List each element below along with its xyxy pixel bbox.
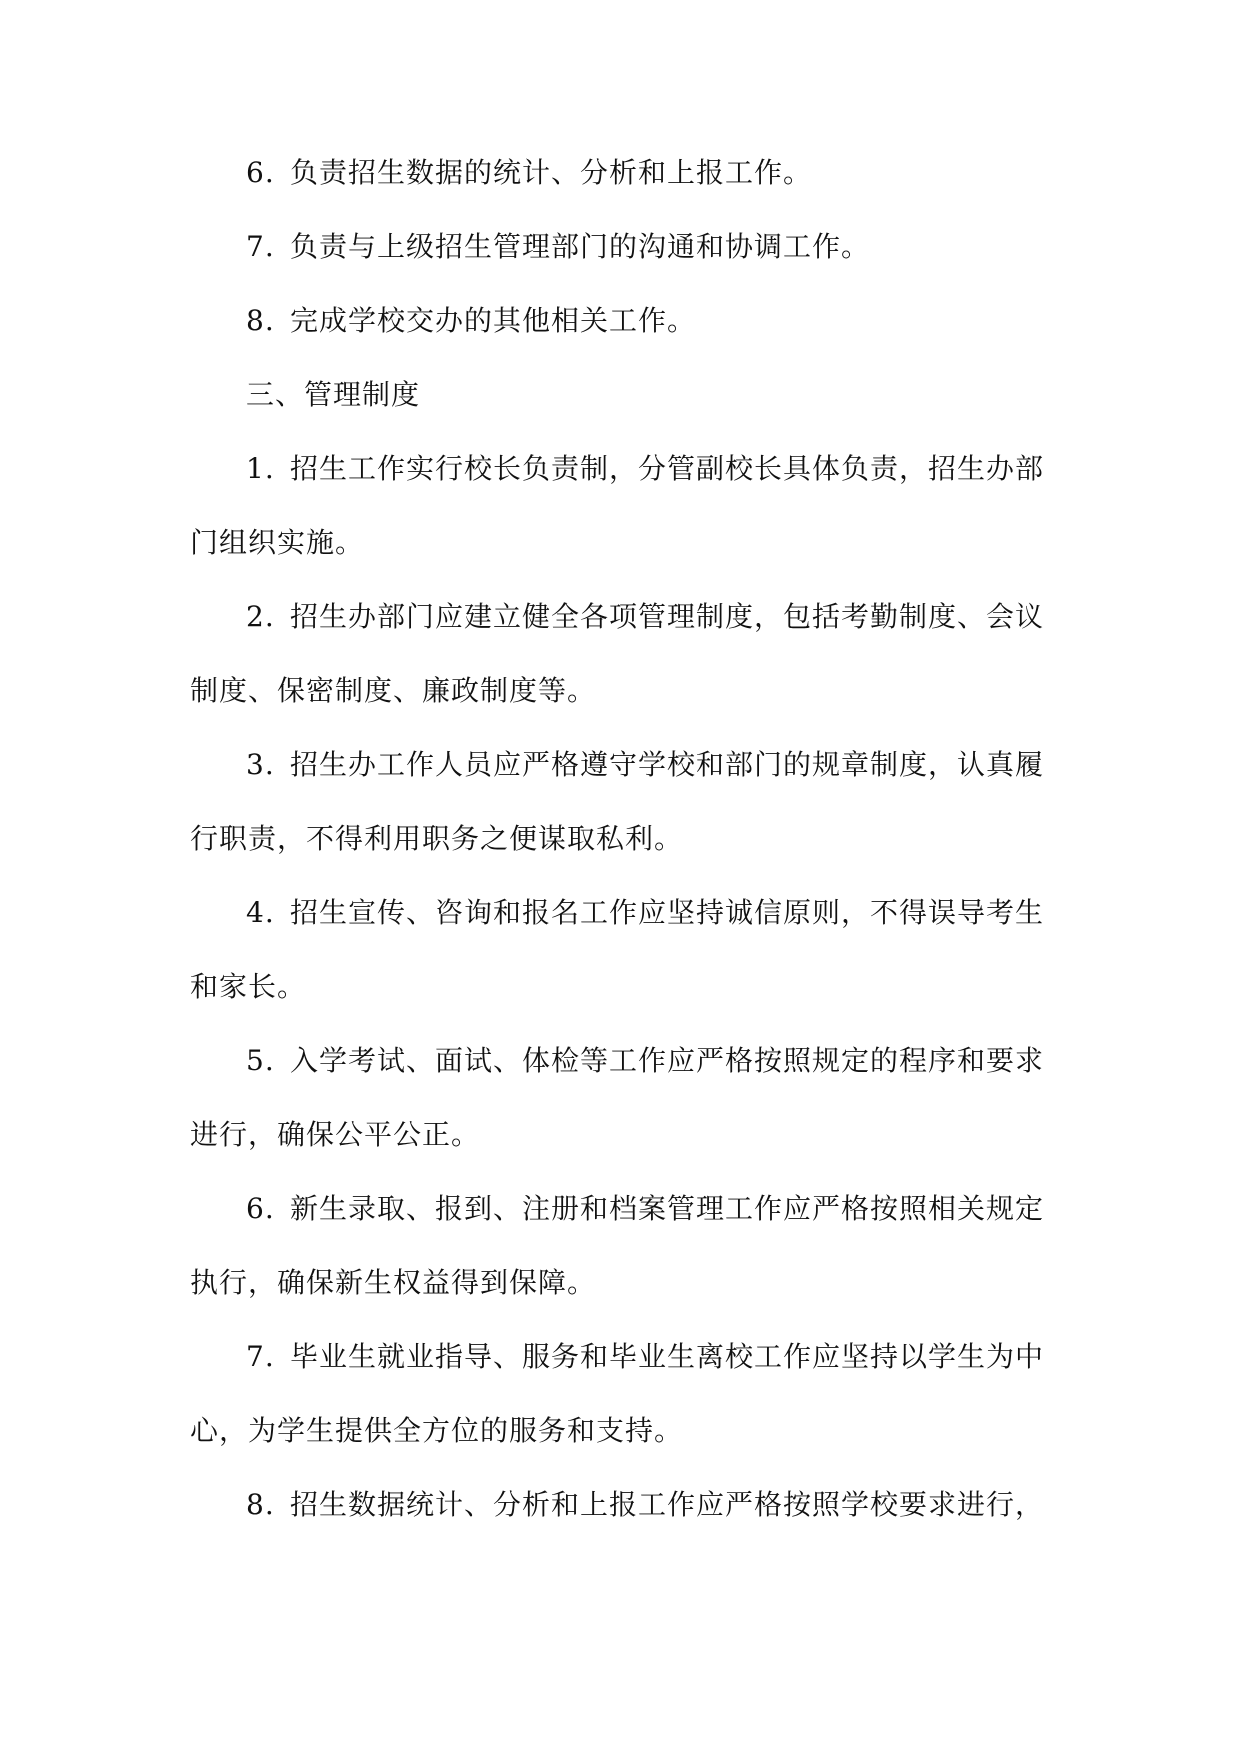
item-number: 7.	[246, 230, 275, 263]
item-text: 负责与上级招生管理部门的沟通和协调工作。	[290, 230, 871, 263]
item-text-line2: 进行，确保公平公正。	[190, 1118, 481, 1151]
duty-item-8	[190, 290, 1050, 364]
item-text-line1: 招生办部门应建立健全各项管理制度，包括考勤制度、会议	[290, 600, 1045, 633]
item-text-line1: 新生录取、报到、注册和档案管理工作应严格按照相关规定	[290, 1192, 1045, 1225]
section-heading: 三、管理制度	[246, 378, 421, 411]
item-text-line2: 行职责，不得利用职务之便谋取私利。	[190, 822, 684, 855]
item-text-line2: 执行，确保新生权益得到保障。	[190, 1266, 597, 1299]
item-number: 8.	[246, 304, 275, 337]
item-text-line1: 招生办工作人员应严格遵守学校和部门的规章制度，认真履	[290, 748, 1045, 781]
item-number: 5.	[246, 1044, 275, 1077]
item-text-line1: 入学考试、面试、体检等工作应严格按照规定的程序和要求	[290, 1044, 1045, 1077]
item-text: 负责招生数据的统计、分析和上报工作。	[290, 156, 813, 189]
item-number: 1.	[246, 452, 275, 485]
item-number: 3.	[246, 748, 275, 781]
item-number: 7.	[246, 1340, 275, 1373]
rule-item-3	[190, 734, 1050, 882]
item-number: 2.	[246, 600, 275, 633]
rule-item-7	[190, 1326, 1050, 1474]
item-number: 8.	[246, 1488, 275, 1521]
rule-item-1	[190, 438, 1050, 586]
item-text: 完成学校交办的其他相关工作。	[290, 304, 697, 337]
item-number: 6.	[246, 1192, 275, 1225]
item-text-line2: 心，为学生提供全方位的服务和支持。	[190, 1414, 684, 1447]
item-number: 4.	[246, 896, 275, 929]
document-body	[190, 142, 1050, 1548]
rule-item-8	[190, 1474, 1050, 1548]
rule-item-6	[190, 1178, 1050, 1326]
item-text-line1: 招生宣传、咨询和报名工作应坚持诚信原则，不得误导考生	[290, 896, 1045, 929]
item-text-line2: 和家长。	[190, 970, 307, 1003]
duty-item-6	[190, 142, 1050, 216]
rule-item-5	[190, 1030, 1050, 1178]
duty-item-7	[190, 216, 1050, 290]
item-text-line2: 门组织实施。	[190, 526, 365, 559]
item-text-line1: 招生数据统计、分析和上报工作应严格按照学校要求进行，	[290, 1488, 1045, 1521]
item-text-line1: 招生工作实行校长负责制，分管副校长具体负责，招生办部	[290, 452, 1045, 485]
item-number: 6.	[246, 156, 275, 189]
item-text-line2: 制度、保密制度、廉政制度等。	[190, 674, 597, 707]
item-text-line1: 毕业生就业指导、服务和毕业生离校工作应坚持以学生为中	[290, 1340, 1045, 1373]
rule-item-2	[190, 586, 1050, 734]
rule-item-4	[190, 882, 1050, 1030]
